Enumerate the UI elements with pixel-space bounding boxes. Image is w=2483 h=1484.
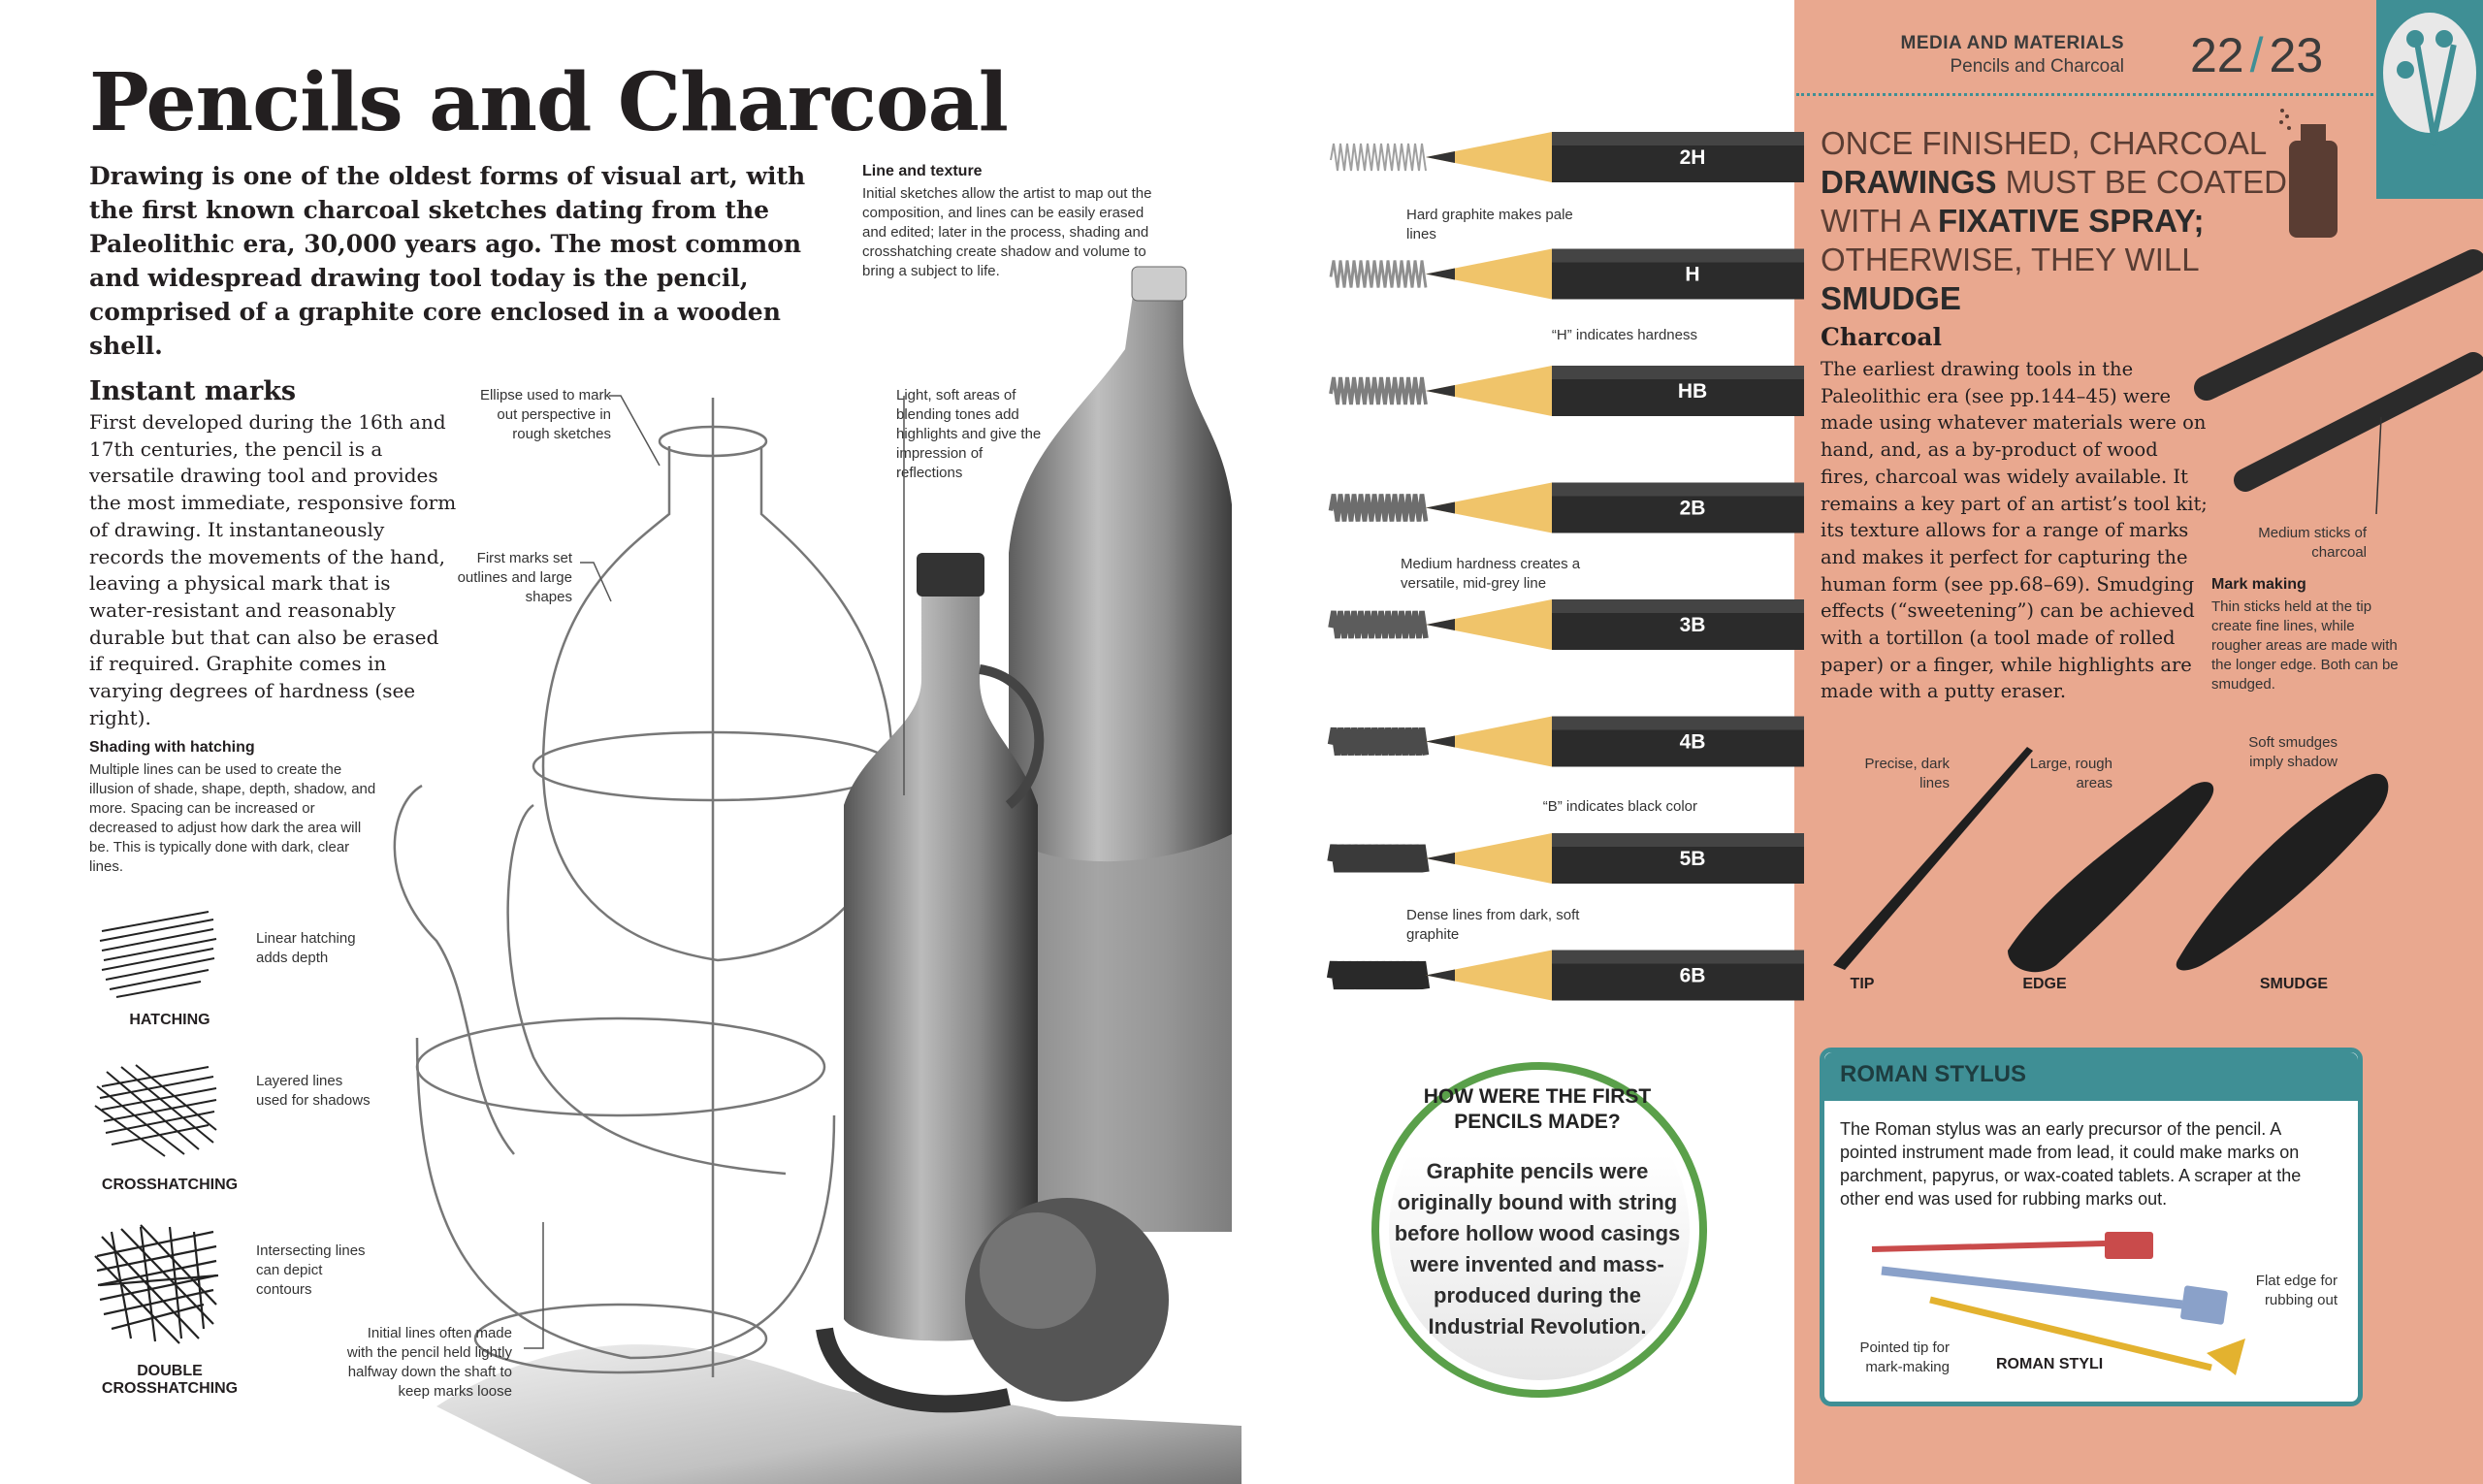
hatching-note: Linear hatching adds depth: [256, 930, 356, 966]
stylus-tip-note: Pointed tip for mark-making: [1859, 1339, 1950, 1375]
instant-marks-heading: Instant marks: [89, 376, 297, 406]
pencil-grade-label: H: [1685, 263, 1700, 286]
spray-can-icon: [2279, 107, 2347, 242]
annotation-leader-lines: [524, 369, 970, 1436]
pencil-mark-h: [1331, 261, 1426, 288]
pencil-highlight-4b: [1552, 717, 1804, 730]
pencil-lead-2h: [1426, 151, 1455, 163]
pencil-6b: [1331, 951, 1804, 1001]
charcoal-body: The earliest drawing tools in the Paleolithic era (see pp.144–45) were made using whatever materials were on hand, and, as a by-product of wood fires, charcoal was widely available. It remains a key part of an artist’s tool kit; its texture allows for a range of marks and makes it perfect for capturing the human form (see pp.68–69). Smudging effects (“sweetening”) can be achieved with a tortillon (a tool made of rolled paper) or a finger, while highlights are made with a putty eraser.: [1821, 358, 2208, 703]
page-number-separator: /: [2249, 28, 2264, 82]
pencil-mark-3b: [1331, 611, 1426, 638]
crosshatching-label: CROSSHATCHING: [101, 1177, 239, 1193]
subsection-header: Pencils and Charcoal: [1950, 56, 2124, 77]
pencil-4b: [1331, 717, 1804, 767]
pencil-mark-6b: [1331, 962, 1426, 989]
pencil-mark-5b: [1331, 845, 1426, 872]
crosshatching-sample: [92, 1057, 228, 1164]
line-texture-heading: Line and texture: [862, 163, 983, 179]
annotation-initial-lines: Initial lines often made with the pencil held lightly halfway down the shaft to keep marks loose: [346, 1325, 512, 1400]
section-header: MEDIA AND MATERIALS: [1900, 33, 2124, 53]
roman-stylus-heading: ROMAN STYLUS: [1840, 1061, 2026, 1087]
pencil-2h: [1331, 132, 1804, 182]
pencil-mark-2b: [1331, 495, 1426, 522]
page-number-left: 22: [2190, 28, 2244, 82]
pencil-lead-6b: [1426, 970, 1455, 982]
roman-styli-caption: ROMAN STYLI: [1996, 1356, 2104, 1372]
pencil-grade-label: 3B: [1679, 614, 1706, 636]
page-numbers: [2190, 27, 2323, 83]
shading-body: Multiple lines can be used to create the illusion of shade, shape, depth, shadow, and more. Spacing can be increased or decreased to adjust how dark the area will be. This is typically done with dark, clear lines.: [89, 761, 376, 875]
charcoal-sticks-illustration: [2182, 242, 2483, 514]
pencil-mark-hb: [1331, 377, 1426, 404]
pencil-note-h: “H” indicates hardness: [1551, 327, 1697, 343]
pencil-grade-label: HB: [1677, 380, 1708, 403]
fixative-part-2: DRAWINGS: [1821, 164, 1997, 200]
pencil-lead-5b: [1426, 853, 1455, 864]
double-crosshatching-note: Intersecting lines can depict contours: [256, 1242, 366, 1298]
circle-question: HOW WERE THE FIRST PENCILS MADE?: [1423, 1085, 1652, 1133]
line-texture-body: Initial sketches allow the artist to map out the composition, and lines can be easily erased and edited; later in the process, shading and crosshatching create shadow and volume to bring a subject to life.: [862, 185, 1152, 279]
pencil-highlight-5b: [1552, 833, 1804, 847]
pencil-lead-2b: [1426, 502, 1455, 514]
pencil-highlight-h: [1552, 249, 1804, 263]
shading-heading: Shading with hatching: [89, 739, 255, 756]
mark-tip-note: Precise, dark lines: [1864, 756, 1950, 791]
pencil-mark-4b: [1331, 728, 1426, 756]
pencil-note-2h: Hard graphite makes pale lines: [1406, 207, 1573, 242]
mark-making-body: Thin sticks held at the tip create fine lines, while rougher areas are made with the longer edge. Both can be smudged.: [2211, 598, 2399, 693]
pencil-highlight-2h: [1552, 132, 1804, 145]
circle-answer: Graphite pencils were originally bound with string before hollow wood casings were invented and mass-produced during the Industrial Revolution.: [1394, 1159, 1681, 1339]
mark-edge-note: Large, rough areas: [2029, 756, 2112, 791]
pencil-highlight-hb: [1552, 366, 1804, 379]
header-divider: [1796, 93, 2373, 96]
pencil-h: [1331, 249, 1804, 300]
mark-smudge-note: Soft smudges imply shadow: [2248, 734, 2338, 770]
pencil-lead-4b: [1426, 736, 1455, 748]
pencil-grade-label: 2H: [1679, 146, 1706, 169]
pencil-note-4b: “B” indicates black color: [1542, 798, 1697, 815]
pencil-grade-label: 5B: [1679, 848, 1706, 870]
palette-icon: [2376, 0, 2483, 199]
pencil-grade-label: 6B: [1679, 964, 1706, 987]
mark-edge-label: EDGE: [2022, 976, 2067, 992]
pencil-3b: [1331, 599, 1804, 650]
mark-tip-label: TIP: [1850, 976, 1875, 992]
pencil-5b: [1331, 833, 1804, 884]
fixative-part-6: SMUDGE: [1821, 280, 1961, 316]
intro-paragraph: Drawing is one of the oldest forms of visual art, with the first known charcoal sketches dating from the Paleolithic era, 30,000 years ago. The most common and widespread drawing tool today is the pencil, comprised of a graphite core enclosed in a wooden shell.: [89, 162, 806, 360]
pencil-hb: [1331, 366, 1804, 416]
hatching-sample: [92, 902, 228, 1009]
stylus-edge-note: Flat edge for rubbing out: [2255, 1273, 2338, 1308]
fixative-part-3: MUST BE COATED WITH A: [1821, 164, 2287, 239]
annotation-ellipse: Ellipse used to mark out perspective in rough sketches: [479, 387, 611, 442]
annotation-light-areas: Light, soft areas of blending tones add highlights and give the impression of reflections: [896, 387, 1042, 481]
fixative-part-5: OTHERWISE, THEY WILL: [1821, 242, 2199, 277]
roman-stylus-body: The Roman stylus was an early precursor of the pencil. A pointed instrument made from lead, it could make marks on parchment, papyrus, or wax-coated tablets. A scraper at the other end was used for rubbing marks out.: [1840, 1119, 2302, 1209]
mark-smudge-label: SMUDGE: [2259, 976, 2329, 992]
pencil-grade-label: 2B: [1679, 497, 1706, 520]
fixative-part-1: ONCE FINISHED, CHARCOAL: [1821, 125, 2267, 161]
pencil-2b: [1331, 483, 1804, 533]
fixative-part-4: FIXATIVE SPRAY;: [1938, 203, 2205, 239]
double-crosshatching-label: DOUBLE CROSSHATCHING: [101, 1363, 239, 1397]
mark-making-heading: Mark making: [2211, 576, 2306, 593]
pencil-lead-h: [1426, 269, 1455, 280]
pencil-highlight-6b: [1552, 951, 1804, 964]
charcoal-heading: Charcoal: [1821, 323, 1943, 351]
page-title: Pencils and Charcoal: [89, 56, 1008, 149]
annotation-first-marks: First marks set outlines and large shapes: [457, 550, 572, 605]
pencil-highlight-2b: [1552, 483, 1804, 497]
page-number-right: 23: [2269, 28, 2324, 82]
hatching-label: HATCHING: [129, 1012, 210, 1028]
pencil-lead-3b: [1426, 619, 1455, 630]
pencil-note-5b: Dense lines from dark, soft graphite: [1406, 907, 1580, 943]
pencil-note-2b: Medium hardness creates a versatile, mid-grey line: [1401, 556, 1581, 592]
pencil-grade-label: 4B: [1679, 730, 1706, 754]
pencil-lead-hb: [1426, 385, 1455, 397]
crosshatching-note: Layered lines used for shadows: [256, 1073, 371, 1109]
pencil-highlight-3b: [1552, 599, 1804, 613]
charcoal-sticks-note: Medium sticks of charcoal: [2258, 525, 2367, 561]
double-crosshatching-sample: [92, 1217, 228, 1363]
instant-marks-body: First developed during the 16th and 17th centuries, the pencil is a versatile drawing tool and provides the most immediate, responsive form of drawing. It instantaneously records the movements of the hand, leaving a physical mark that is water-resistant and reasonably durable but that can also be erased if required. Graphite comes in varying degrees of hardness (see right).: [89, 410, 457, 729]
pencil-mark-2h: [1331, 144, 1426, 171]
